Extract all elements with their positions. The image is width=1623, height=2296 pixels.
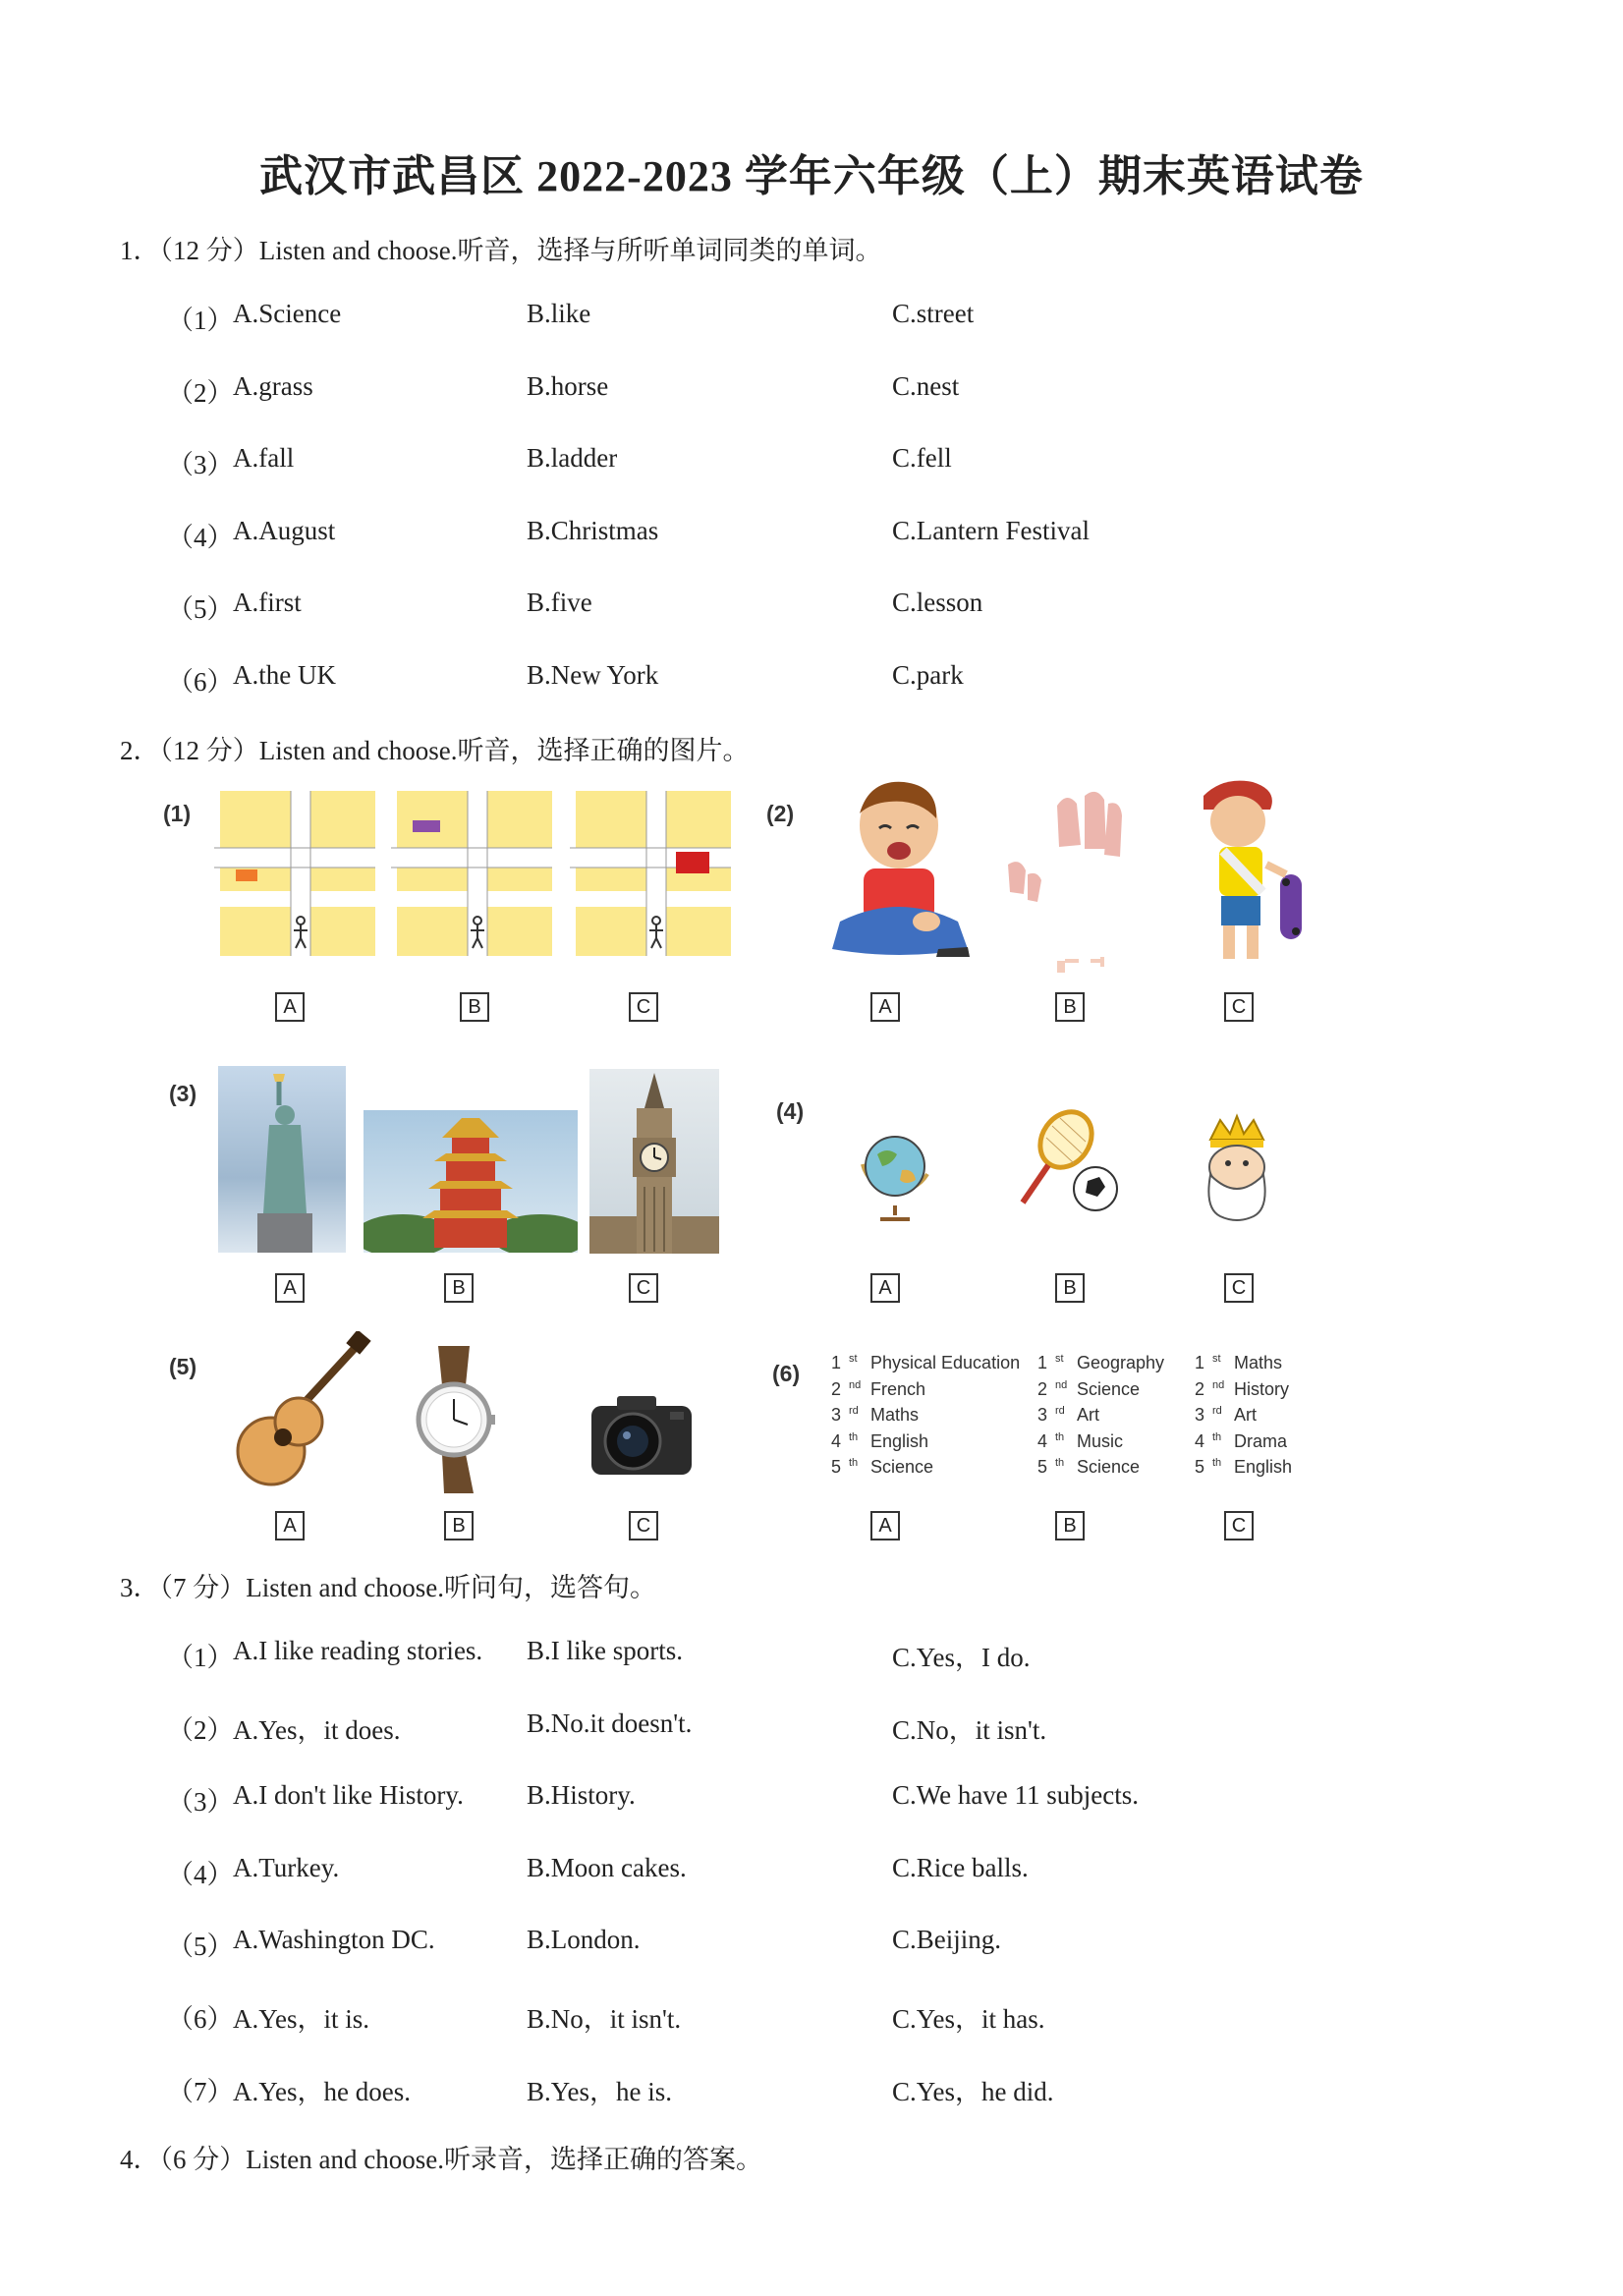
choice-box-5-b[interactable]: B <box>444 1511 474 1540</box>
period-number: 2 <box>831 1378 842 1399</box>
option-b[interactable]: B.Yes，he is. <box>527 2076 673 2106</box>
period-suffix: rd <box>1212 1405 1222 1417</box>
period-suffix: th <box>849 1430 859 1443</box>
timetable-row <box>1195 1348 1292 1374</box>
part-label-2: (2) <box>766 801 795 826</box>
subject-name: Music <box>1077 1430 1124 1451</box>
question-number: （4） <box>167 522 234 552</box>
option-a[interactable]: A.first <box>233 588 302 618</box>
period-number: 5 <box>1037 1457 1048 1477</box>
period-suffix: nd <box>849 1378 862 1391</box>
period-number: 5 <box>1195 1457 1205 1477</box>
option-b[interactable]: B.I like sports. <box>527 1636 683 1665</box>
option-b[interactable]: B.No，it isn't. <box>527 2004 682 2034</box>
period-number: 3 <box>1195 1405 1205 1425</box>
option-a[interactable]: A.Yes，it is. <box>233 2004 370 2034</box>
timetable-row <box>831 1400 1020 1427</box>
map-c-building <box>676 852 709 873</box>
subject-name: Art <box>1077 1405 1100 1425</box>
option-c[interactable]: C.street <box>892 299 975 328</box>
yellow-crane-tower-image <box>364 1110 578 1253</box>
option-c[interactable]: C.Yes，he did. <box>892 2076 1054 2106</box>
subject-name: Science <box>1077 1457 1141 1477</box>
option-c[interactable]: C.Lantern Festival <box>892 515 1090 545</box>
q1-header: 1．（12 分）Listen and choose.听音，选择与所听单词同类的单词。 <box>120 236 882 265</box>
period-suffix: th <box>1055 1457 1065 1469</box>
option-c[interactable]: C.Yes，I do. <box>892 1643 1031 1672</box>
period-number: 1 <box>1195 1353 1205 1372</box>
part-label-5: (5) <box>169 1354 197 1379</box>
choice-box-6-c[interactable]: C <box>1224 1511 1254 1540</box>
part-label-4: (4) <box>776 1098 805 1124</box>
choice-box-3-c[interactable]: C <box>629 1273 658 1303</box>
period-number: 2 <box>1037 1378 1048 1399</box>
statue-of-liberty-image <box>218 1066 346 1253</box>
option-c[interactable]: C.nest <box>892 370 960 401</box>
period-suffix: nd <box>1212 1378 1225 1391</box>
q4-header: 4．（6 分）Listen and choose.听录音，选择正确的答案。 <box>120 2145 762 2174</box>
choice-box-2-c[interactable]: C <box>1224 992 1254 1022</box>
subject-name: Physical Education <box>870 1353 1021 1372</box>
option-b[interactable]: B.like <box>527 299 591 328</box>
injured-boy-skateboard-image <box>1184 776 1321 973</box>
timetable-row <box>831 1348 1020 1374</box>
option-b[interactable]: B.History. <box>527 1780 636 1811</box>
option-a[interactable]: A.Washington DC. <box>233 1925 435 1955</box>
street-maps <box>214 791 731 958</box>
period-suffix: rd <box>849 1405 859 1417</box>
question-number: （3） <box>167 1787 234 1818</box>
choice-box-3-b[interactable]: B <box>444 1273 474 1303</box>
question-number: （1） <box>167 1643 234 1672</box>
option-a[interactable]: A.the UK <box>233 660 336 690</box>
option-b[interactable]: B.Christmas <box>527 515 659 545</box>
timetable-row <box>1195 1374 1292 1401</box>
period-suffix: th <box>1212 1457 1222 1469</box>
timetable-row <box>1037 1452 1164 1479</box>
part-label-1: (1) <box>163 801 192 826</box>
question-number: （3） <box>167 450 234 480</box>
map-b <box>391 791 552 956</box>
period-suffix: st <box>1055 1353 1064 1365</box>
timetable-row <box>831 1374 1020 1401</box>
timetable-row <box>1037 1427 1164 1453</box>
camera-image <box>588 1390 696 1481</box>
choice-box-6-a[interactable]: A <box>870 1511 900 1540</box>
option-b[interactable]: B.London. <box>527 1925 641 1955</box>
option-b[interactable]: B.Moon cakes. <box>527 1852 687 1882</box>
option-c[interactable]: C.park <box>892 660 964 690</box>
period-number: 1 <box>831 1353 842 1372</box>
subject-name: English <box>870 1430 929 1451</box>
period-number: 1 <box>1037 1353 1048 1372</box>
racket-and-ball-image <box>1017 1108 1125 1226</box>
option-c[interactable]: C.Beijing. <box>892 1925 1002 1955</box>
option-a[interactable]: A.Yes，he does. <box>233 2076 412 2106</box>
subject-name: Drama <box>1234 1430 1288 1451</box>
option-a[interactable]: A.Yes，it does. <box>233 1714 401 1745</box>
part-label-6: (6) <box>772 1361 801 1386</box>
option-c[interactable]: C.We have 11 subjects. <box>892 1780 1140 1811</box>
subject-name: Science <box>870 1457 934 1477</box>
subject-name: Science <box>1077 1378 1141 1399</box>
choice-box-5-a[interactable]: A <box>275 1511 305 1540</box>
period-number: 3 <box>1037 1405 1048 1425</box>
option-b[interactable]: B.No.it doesn't. <box>527 1708 693 1738</box>
question-number: （5） <box>167 1932 234 1962</box>
option-c[interactable]: C.No，it isn't. <box>892 1714 1047 1745</box>
option-c[interactable]: C.Yes，it has. <box>892 2004 1045 2034</box>
option-c[interactable]: C.lesson <box>892 588 983 618</box>
choice-box-5-c[interactable]: C <box>629 1511 658 1540</box>
subject-name: Maths <box>1234 1353 1283 1372</box>
option-a[interactable]: A.I like reading stories. <box>233 1636 483 1665</box>
question-number: （5） <box>167 594 234 625</box>
period-number: 3 <box>831 1405 842 1425</box>
choice-box-1-a[interactable]: A <box>275 992 305 1022</box>
period-suffix: nd <box>1055 1378 1068 1391</box>
page-title: 武汉市武昌区 2022-2023 学年六年级（上）期末英语试卷 <box>259 152 1364 200</box>
choice-box-3-a[interactable]: A <box>275 1273 305 1303</box>
period-suffix: rd <box>1055 1405 1065 1417</box>
option-b[interactable]: B.five <box>527 588 592 618</box>
timetable-row <box>1037 1374 1164 1401</box>
option-a[interactable]: A.August <box>233 515 336 545</box>
choice-box-1-c[interactable]: C <box>629 992 658 1022</box>
period-suffix: th <box>849 1457 859 1469</box>
timetable-row <box>831 1427 1020 1453</box>
period-number: 4 <box>831 1430 842 1451</box>
timetable-row <box>1195 1400 1292 1427</box>
question-number: （2） <box>167 1714 234 1745</box>
option-a[interactable]: A.I don't like History. <box>233 1780 464 1811</box>
period-number: 5 <box>831 1457 842 1477</box>
subject-name: French <box>870 1378 926 1399</box>
part-label-3: (3) <box>169 1081 197 1106</box>
timetable-row <box>1037 1400 1164 1427</box>
crying-boy-image <box>820 774 978 971</box>
option-a[interactable]: A.fall <box>233 443 295 474</box>
option-b[interactable]: B.New York <box>527 660 659 690</box>
choice-box-1-b[interactable]: B <box>460 992 489 1022</box>
map-a-building <box>236 869 257 881</box>
period-suffix: th <box>1212 1430 1222 1443</box>
timetable-a <box>831 1348 1020 1479</box>
period-number: 4 <box>1037 1430 1048 1451</box>
subject-name: Maths <box>870 1405 920 1425</box>
timetable-row <box>1037 1348 1164 1374</box>
option-b[interactable]: B.ladder <box>527 443 618 474</box>
timetable-row <box>1195 1452 1292 1479</box>
timetable-row <box>1195 1427 1292 1453</box>
subject-name: Art <box>1234 1405 1258 1425</box>
timetable-row <box>831 1452 1020 1479</box>
globe-image <box>853 1125 937 1223</box>
option-b[interactable]: B.horse <box>527 370 609 401</box>
timetable-c <box>1195 1348 1292 1479</box>
question-number: （2） <box>167 377 234 408</box>
choice-box-6-b[interactable]: B <box>1055 1511 1085 1540</box>
option-c[interactable]: C.Rice balls. <box>892 1852 1029 1882</box>
choice-box-4-b[interactable]: B <box>1055 1273 1085 1303</box>
period-suffix: st <box>1212 1353 1221 1365</box>
option-c[interactable]: C.fell <box>892 443 952 474</box>
guitar-image <box>220 1331 377 1498</box>
watch-image <box>405 1346 503 1493</box>
period-suffix: st <box>849 1353 858 1365</box>
king-image <box>1191 1110 1283 1228</box>
choice-box-4-c[interactable]: C <box>1224 1273 1254 1303</box>
q3-header: 3．（7 分）Listen and choose.听问句，选答句。 <box>120 1573 656 1602</box>
period-suffix: th <box>1055 1430 1065 1443</box>
question-number: （7） <box>167 2076 234 2106</box>
timetable-b <box>1037 1348 1164 1479</box>
choice-box-2-a[interactable]: A <box>870 992 900 1022</box>
q2-header: 2．（12 分）Listen and choose.听音，选择正确的图片。 <box>120 736 750 765</box>
option-a[interactable]: A.Turkey. <box>233 1852 340 1882</box>
subject-name: Geography <box>1077 1353 1165 1372</box>
option-a[interactable]: A.grass <box>233 370 313 401</box>
map-b-building <box>413 820 440 832</box>
subject-name: History <box>1234 1378 1290 1399</box>
choice-box-2-b[interactable]: B <box>1055 992 1085 1022</box>
big-ben-image <box>589 1069 719 1254</box>
subject-name: English <box>1234 1457 1293 1477</box>
question-number: （4） <box>167 1859 234 1889</box>
choice-box-4-a[interactable]: A <box>870 1273 900 1303</box>
question-number: （6） <box>167 667 234 697</box>
faded-figure-image <box>998 786 1146 973</box>
option-a[interactable]: A.Science <box>233 299 342 328</box>
period-number: 2 <box>1195 1378 1205 1399</box>
question-number: （6） <box>167 2004 234 2034</box>
period-number: 4 <box>1195 1430 1205 1451</box>
question-number: （1） <box>167 306 234 335</box>
